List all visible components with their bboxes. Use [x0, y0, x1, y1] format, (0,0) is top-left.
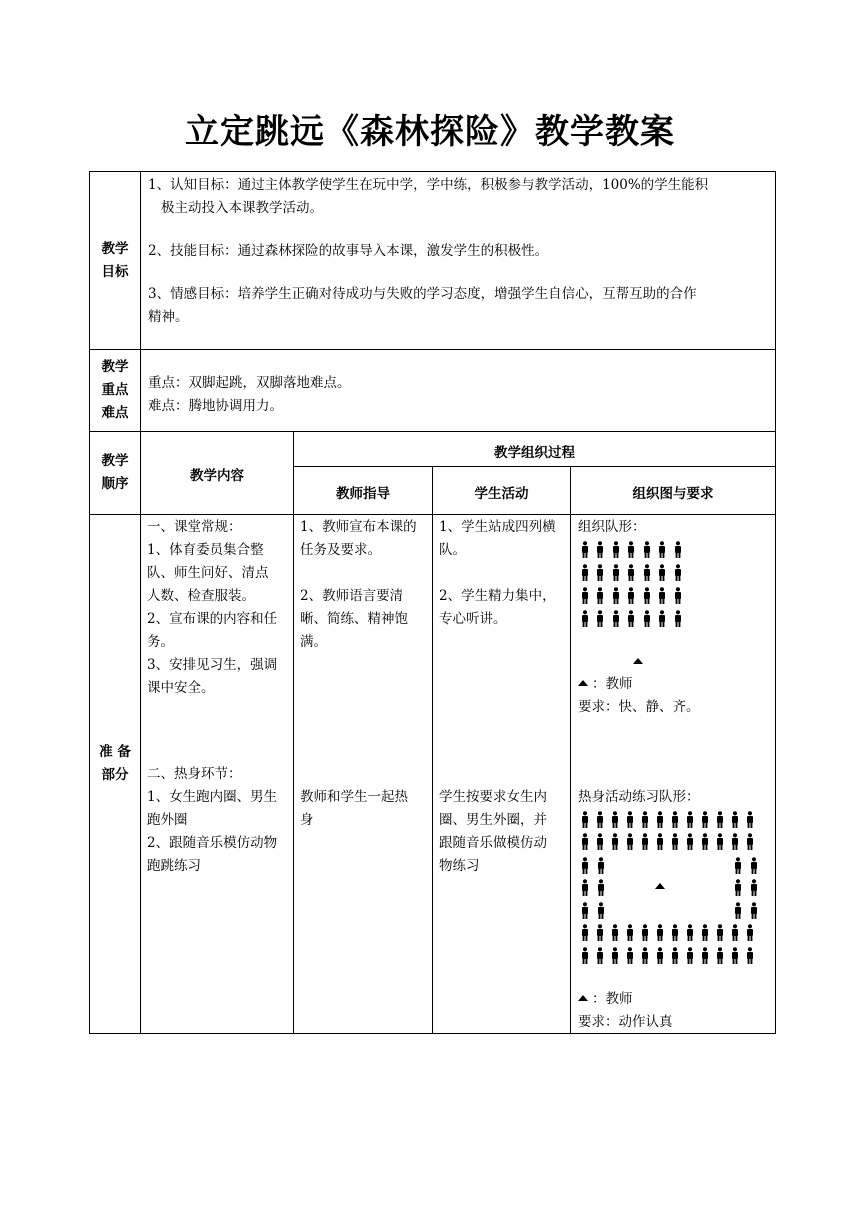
- list-item: 2、宣布课的内容和任: [147, 611, 278, 627]
- student-figure-icon: [595, 541, 605, 559]
- order-header: 教学 顺序: [101, 453, 129, 492]
- student-figure-icon: [596, 879, 606, 897]
- diagram1-title: 组织队形：: [578, 519, 646, 535]
- diagram-header: 组织图与要求: [632, 486, 714, 502]
- table-border: [775, 171, 776, 1034]
- table-border: [89, 171, 90, 1034]
- process-header: 教学组织过程: [494, 445, 575, 461]
- student-figure-icon: [673, 587, 683, 605]
- student-figure-icon: [610, 833, 620, 851]
- list-item: 跑跳练习: [147, 858, 201, 874]
- student-figure-icon: [580, 833, 590, 851]
- list-item: 专心听讲。: [439, 611, 507, 627]
- student-figure-icon: [745, 833, 755, 851]
- student-figure-icon: [670, 924, 680, 942]
- table-border: [570, 466, 571, 1034]
- student-figure-icon: [595, 833, 605, 851]
- student-figure-icon: [610, 924, 620, 942]
- list-item: 圈、男生外圈，并: [439, 812, 547, 828]
- list-item: 1、女生跑内圈、男生: [147, 789, 278, 805]
- student-figure-icon: [626, 610, 636, 628]
- keypoints-content: [148, 372, 768, 418]
- diagram2-requirement: 要求：动作认真: [578, 1014, 673, 1030]
- student-figure-icon: [715, 833, 725, 851]
- list-item: 1、学生站成四列横: [439, 519, 556, 535]
- student-figure-icon: [657, 587, 667, 605]
- list-item: 学生按要求女生内: [439, 789, 547, 805]
- student-figure-icon: [670, 811, 680, 829]
- objective-cognitive-cont: 极主动投入本课教学活动。: [161, 200, 323, 216]
- page-title: 立定跳远《森林探险》教学教案: [185, 112, 675, 152]
- student-figure-icon: [611, 564, 621, 582]
- student-figure-icon: [625, 947, 635, 965]
- list-item: 物练习: [439, 858, 480, 874]
- student-figure-icon: [673, 564, 683, 582]
- student-figure-icon: [670, 947, 680, 965]
- student-figure-icon: [611, 541, 621, 559]
- student-figure-icon: [685, 811, 695, 829]
- student-figure-icon: [580, 610, 590, 628]
- student-figure-icon: [595, 947, 605, 965]
- list-item: 二、热身环节：: [147, 766, 242, 782]
- key-point: 重点：双脚起跳，双脚落地难点。: [148, 375, 351, 391]
- prep-content-warmup: [147, 763, 292, 878]
- list-item: 晰、简练、精神饱: [300, 611, 408, 627]
- table-border: [89, 349, 776, 350]
- list-item: 任务及要求。: [300, 542, 381, 558]
- student-figure-icon: [685, 924, 695, 942]
- student-figure-icon: [580, 879, 590, 897]
- list-item: 教师和学生一起热: [300, 789, 408, 805]
- student-figure-icon: [715, 924, 725, 942]
- student-figure-icon: [733, 902, 743, 920]
- student-figure-icon: [715, 947, 725, 965]
- student-figure-icon: [745, 811, 755, 829]
- table-border: [293, 466, 776, 467]
- student-figure-icon: [625, 924, 635, 942]
- student-figure-icon: [595, 564, 605, 582]
- student-figure-icon: [610, 947, 620, 965]
- student-figure-icon: [655, 833, 665, 851]
- student-figure-icon: [642, 564, 652, 582]
- teacher-marker-icon: [578, 995, 588, 1001]
- student-figure-icon: [640, 924, 650, 942]
- student-figure-icon: [655, 947, 665, 965]
- keypoints-label: 教学 重点 难点: [101, 359, 129, 421]
- objective-emotion-cont: 精神。: [148, 309, 189, 325]
- student-figure-icon: [673, 610, 683, 628]
- student-figure-icon: [595, 587, 605, 605]
- table-border: [140, 171, 141, 1034]
- list-item: 队、师生问好、清点: [147, 565, 269, 581]
- student-figure-icon: [685, 947, 695, 965]
- objectives-content: [148, 174, 773, 329]
- student-figure-icon: [749, 879, 759, 897]
- student-header: 学生活动: [474, 486, 529, 502]
- prep-student-warmup: [439, 786, 569, 878]
- student-figure-icon: [730, 811, 740, 829]
- student-figure-icon: [640, 947, 650, 965]
- student-figure-icon: [580, 587, 590, 605]
- student-figure-icon: [700, 947, 710, 965]
- prep-content-routine: [147, 516, 292, 700]
- student-figure-icon: [580, 924, 590, 942]
- student-figure-icon: [700, 833, 710, 851]
- list-item: 课中安全。: [147, 680, 215, 696]
- list-item: 2、跟随音乐模仿动物: [147, 835, 278, 851]
- list-item: 跑外圈: [147, 812, 188, 828]
- student-figure-icon: [749, 902, 759, 920]
- student-figure-icon: [715, 811, 725, 829]
- list-item: 1、体育委员集合整: [147, 542, 264, 558]
- diagram1-legend: ：教师: [578, 673, 633, 695]
- list-item: 2、学生精力集中，: [439, 588, 556, 604]
- student-figure-icon: [733, 857, 743, 875]
- student-figure-icon: [595, 610, 605, 628]
- student-figure-icon: [580, 902, 590, 920]
- student-figure-icon: [640, 811, 650, 829]
- student-figure-icon: [595, 924, 605, 942]
- teacher-marker-icon: [655, 883, 665, 889]
- table-border: [89, 431, 776, 432]
- student-figure-icon: [670, 833, 680, 851]
- list-item: 跟随音乐做模仿动: [439, 835, 547, 851]
- list-item: 身: [300, 812, 314, 828]
- student-figure-icon: [749, 857, 759, 875]
- student-figure-icon: [580, 857, 590, 875]
- student-figure-icon: [745, 947, 755, 965]
- student-figure-icon: [626, 587, 636, 605]
- student-figure-icon: [640, 833, 650, 851]
- student-figure-icon: [580, 564, 590, 582]
- student-figure-icon: [733, 879, 743, 897]
- table-border: [293, 431, 294, 1034]
- difficult-point: 难点：腾地协调用力。: [148, 398, 283, 414]
- student-figure-icon: [700, 924, 710, 942]
- list-item: [439, 562, 569, 585]
- content-header: 教学内容: [190, 468, 244, 484]
- list-item: 一、课堂常规：: [147, 519, 242, 535]
- list-item: 务。: [147, 634, 174, 650]
- list-item: 2、教师语言要清: [300, 588, 404, 604]
- student-figure-icon: [657, 541, 667, 559]
- list-item: 人数、检查服装。: [147, 588, 255, 604]
- student-figure-icon: [642, 587, 652, 605]
- student-figure-icon: [642, 610, 652, 628]
- prep-teacher: [300, 516, 430, 654]
- student-figure-icon: [730, 947, 740, 965]
- student-figure-icon: [580, 811, 590, 829]
- prep-label: 准 备 部分: [99, 744, 131, 783]
- teacher-header: 教师指导: [336, 486, 390, 502]
- student-figure-icon: [657, 564, 667, 582]
- student-figure-icon: [580, 541, 590, 559]
- table-border: [432, 466, 433, 1034]
- student-figure-icon: [610, 811, 620, 829]
- teacher-marker-icon: [578, 680, 588, 686]
- student-figure-icon: [625, 811, 635, 829]
- diagram1-requirement: 要求：快、静、齐。: [578, 699, 700, 715]
- list-item: [300, 562, 430, 585]
- student-figure-icon: [655, 924, 665, 942]
- student-figure-icon: [657, 610, 667, 628]
- table-border: [89, 171, 776, 172]
- prep-student: [439, 516, 569, 631]
- student-figure-icon: [595, 811, 605, 829]
- objective-skill: 2、技能目标：通过森林探险的故事导入本课，激发学生的积极性。: [148, 243, 549, 259]
- list-item: 1、教师宣布本课的: [300, 519, 417, 535]
- student-figure-icon: [700, 811, 710, 829]
- objective-cognitive: 1、认知目标：通过主体教学使学生在玩中学，学中练，积极参与教学活动，100%的学生能积: [148, 177, 709, 193]
- student-figure-icon: [626, 564, 636, 582]
- student-figure-icon: [642, 541, 652, 559]
- student-figure-icon: [611, 587, 621, 605]
- student-figure-icon: [685, 833, 695, 851]
- student-figure-icon: [626, 541, 636, 559]
- objective-emotion: 3、情感目标：培养学生正确对待成功与失败的学习态度，增强学生自信心，互帮互助的合作: [148, 286, 697, 302]
- student-figure-icon: [745, 924, 755, 942]
- prep-teacher-warmup: [300, 786, 430, 832]
- teacher-marker-icon: [633, 658, 643, 664]
- student-figure-icon: [730, 833, 740, 851]
- student-figure-icon: [625, 833, 635, 851]
- student-figure-icon: [730, 924, 740, 942]
- student-figure-icon: [655, 811, 665, 829]
- list-item: 队。: [439, 542, 466, 558]
- objectives-label: 教学 目标: [101, 241, 129, 280]
- student-figure-icon: [596, 902, 606, 920]
- diagram2-legend: ：教师: [578, 988, 633, 1010]
- student-figure-icon: [673, 541, 683, 559]
- student-figure-icon: [611, 610, 621, 628]
- student-figure-icon: [596, 857, 606, 875]
- diagram2-title: 热身活动练习队形：: [578, 789, 700, 805]
- list-item: 3、安排见习生，强调: [147, 657, 278, 673]
- list-item: 满。: [300, 634, 327, 650]
- student-figure-icon: [580, 947, 590, 965]
